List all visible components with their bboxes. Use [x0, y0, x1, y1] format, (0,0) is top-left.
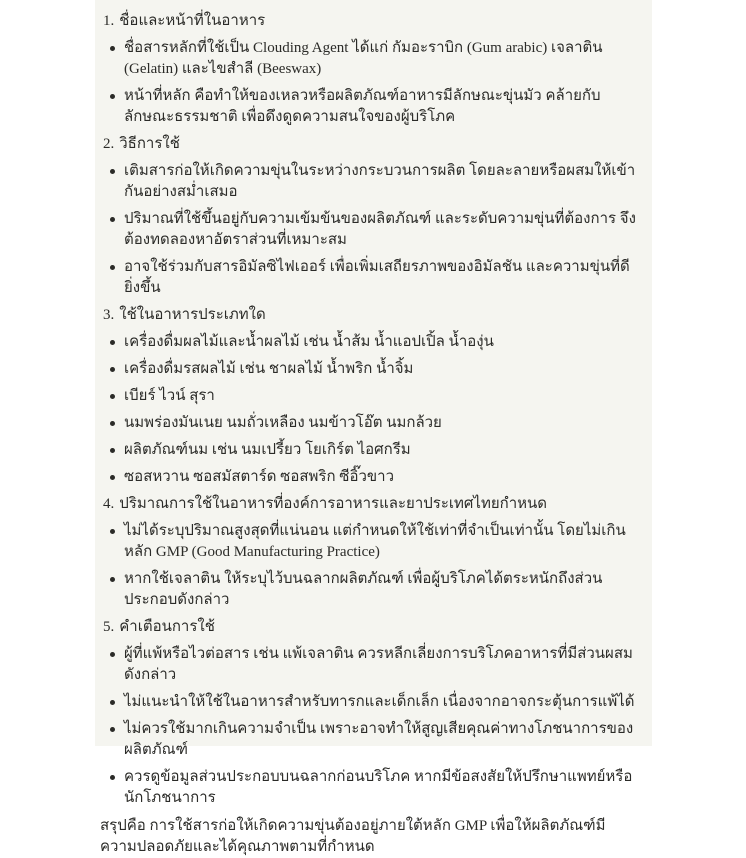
- bullet-text: หน้าที่หลัก คือทำให้ของเหลวหรือผลิตภัณฑ์อาหารมีลักษณะขุ่นมัว คล้ายกับลักษณะธรรมชาติ เพื่อดึงดูดความสนใจของผู้บริโภค: [124, 88, 601, 125]
- bullet-icon: [110, 340, 115, 345]
- bullet-text: ปริมาณที่ใช้ขึ้นอยู่กับความเข้มข้นของผลิตภัณฑ์ และระดับความขุ่นที่ต้องการ จึงต้องทดลองหาอัตราส่วนที่เหมาะสม: [124, 211, 636, 248]
- section-number: 2.: [103, 136, 115, 152]
- list-item: [100, 86, 638, 128]
- bullet-icon: [110, 652, 115, 657]
- list-item: [100, 413, 638, 434]
- section-title: วิธีการใช้: [119, 136, 180, 152]
- bullet-text: ชื่อสารหลักที่ใช้เป็น Clouding Agent ได้แก่ กัมอะราบิก (Gum arabic) เจลาติน (Gelatin) และไขสำลี (Beeswax): [124, 40, 603, 77]
- list-item: [100, 467, 638, 488]
- list-item: [100, 521, 638, 563]
- section-title: ใช้ในอาหารประเภทใด: [119, 307, 266, 323]
- list-item: [100, 692, 638, 713]
- bullet-text: ไม่แนะนำให้ใช้ในอาหารสำหรับทารกและเด็กเล็ก เนื่องจากอาจกระตุ้นการแพ้ได้: [124, 694, 635, 710]
- section-title: ชื่อและหน้าที่ในอาหาร: [119, 13, 266, 29]
- section-heading: [100, 134, 638, 155]
- bullet-icon: [110, 46, 115, 51]
- list-item: [100, 386, 638, 407]
- bullet-text: ซอสหวาน ซอสมัสตาร์ด ซอสพริก ซีอิ๊วขาว: [124, 469, 395, 485]
- bullet-text: เบียร์ ไวน์ สุรา: [124, 388, 215, 404]
- section-heading: [100, 494, 638, 515]
- bullet-text: อาจใช้ร่วมกับสารอิมัลซิไฟเออร์ เพื่อเพิ่มเสถียรภาพของอิมัลชัน และความขุ่นที่ดียิ่งขึ้น: [124, 259, 630, 296]
- bullet-icon: [110, 727, 115, 732]
- bullet-text: หากใช้เจลาติน ให้ระบุไว้บนฉลากผลิตภัณฑ์ เพื่อผู้บริโภคได้ตระหนักถึงส่วนประกอบดังกล่าว: [124, 571, 603, 608]
- section-title: คำเตือนการใช้: [119, 619, 215, 635]
- list-item: [100, 767, 638, 809]
- list-item: [100, 644, 638, 686]
- section-title: ปริมาณการใช้ในอาหารที่องค์การอาหารและยาประเทศไทยกำหนด: [119, 496, 548, 512]
- list-item: [100, 38, 638, 80]
- list-item: [100, 332, 638, 353]
- bullet-icon: [110, 577, 115, 582]
- bullet-text: นมพร่องมันเนย นมถั่วเหลือง นมข้าวโอ๊ต นมกล้วย: [124, 415, 442, 431]
- bullet-icon: [110, 700, 115, 705]
- bullet-icon: [110, 217, 115, 222]
- bullet-text: ควรดูข้อมูลส่วนประกอบบนฉลากก่อนบริโภค หากมีข้อสงสัยให้ปรึกษาแพทย์หรือนักโภชนาการ: [124, 769, 633, 806]
- bullet-text: เครื่องดื่มรสผลไม้ เช่น ชาผลไม้ น้ำพริก น้ำจิ้ม: [124, 361, 414, 377]
- list-item: [100, 359, 638, 380]
- section-number: 5.: [103, 619, 115, 635]
- bullet-icon: [110, 448, 115, 453]
- bullet-text: ไม่ควรใช้มากเกินความจำเป็น เพราะอาจทำให้สูญเสียคุณค่าทางโภชนาการของผลิตภัณฑ์: [124, 721, 634, 758]
- bullet-text: เครื่องดื่มผลไม้และน้ำผลไม้ เช่น น้ำส้ม น้ำแอปเปิ้ล น้ำองุ่น: [124, 334, 494, 350]
- bullet-icon: [110, 265, 115, 270]
- list-item: [100, 209, 638, 251]
- list-item: [100, 719, 638, 761]
- section-number: 4.: [103, 496, 115, 512]
- list-item: [100, 257, 638, 299]
- bullet-text: ผู้ที่แพ้หรือไวต่อสาร เช่น แพ้เจลาติน ควรหลีกเลี่ยงการบริโภคอาหารที่มีส่วนผสมดังกล่าว: [124, 646, 633, 683]
- bullet-text: เติมสารก่อให้เกิดความขุ่นในระหว่างกระบวนการผลิต โดยละลายหรือผสมให้เข้ากันอย่างสม่ำเสมอ: [124, 163, 636, 200]
- bullet-icon: [110, 475, 115, 480]
- bullet-text: ไม่ได้ระบุปริมาณสูงสุดที่แน่นอน แต่กำหนดให้ใช้เท่าที่จำเป็นเท่านั้น โดยไม่เกินหลัก GMP (Good Manufacturing Practice): [124, 523, 626, 560]
- list-item: [100, 569, 638, 611]
- section-number: 1.: [103, 13, 115, 29]
- bullet-icon: [110, 775, 115, 780]
- section-heading: [100, 617, 638, 638]
- bullet-icon: [110, 421, 115, 426]
- bullet-icon: [110, 529, 115, 534]
- bullet-icon: [110, 169, 115, 174]
- bullet-icon: [110, 367, 115, 372]
- bullet-icon: [110, 94, 115, 99]
- bullet-icon: [110, 394, 115, 399]
- bullet-text: ผลิตภัณฑ์นม เช่น นมเปรี้ยว โยเกิร์ต ไอศกรีม: [124, 442, 411, 458]
- list-item: [100, 161, 638, 203]
- section-heading: [100, 305, 638, 326]
- section-number: 3.: [103, 307, 115, 323]
- content-panel: [95, 0, 652, 855]
- list-item: [100, 440, 638, 461]
- section-heading: [100, 11, 638, 32]
- summary-paragraph: สรุปคือ การใช้สารก่อให้เกิดความขุ่นต้องอยู่ภายใต้หลัก GMP เพื่อให้ผลิตภัณฑ์มีความปลอดภัยและได้คุณภาพตามที่กำหนด: [100, 818, 606, 855]
